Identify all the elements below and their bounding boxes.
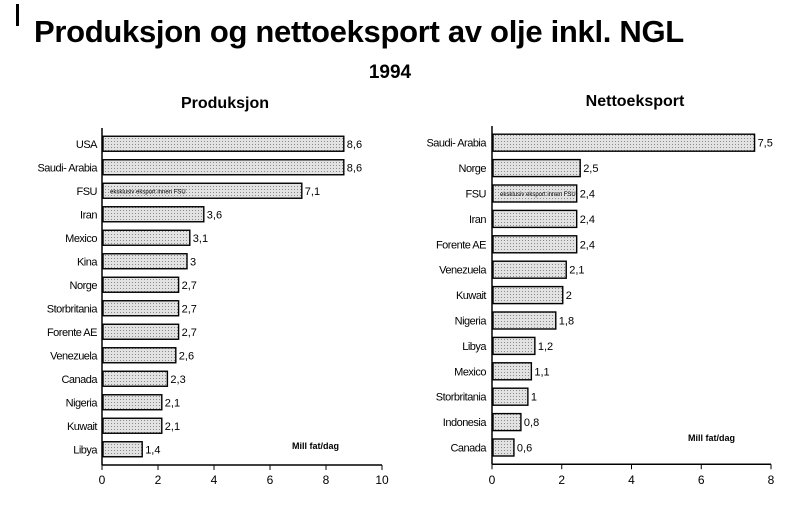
net-export-value-label: 2,4 [579,188,595,201]
net-export-inbar-note: eksklusiv eksport innen FSU [500,192,576,198]
net-export-bar [493,388,528,405]
net-export-category-label: Libya [462,340,486,353]
net-export-category-label: Forente AE [435,239,486,252]
production-value-label: 7,1 [304,185,321,198]
production-bar [103,277,179,292]
production-category-label: FSU [76,185,97,198]
production-category-label: Saudi- Arabia [37,162,97,175]
net-export-bar [493,363,531,380]
production-value-label: 2,7 [181,303,197,316]
net-export-value-label: 0,6 [516,442,533,455]
production-bar [103,136,344,151]
production-value-label: 2,7 [181,326,197,339]
production-x-tick-label: 6 [266,473,274,487]
production-x-tick-label: 10 [375,473,389,487]
production-bar [103,207,204,222]
production-x-tick-label: 2 [154,473,162,487]
production-value-label: 1,4 [145,444,161,457]
production-value-label: 2,7 [181,279,197,292]
production-x-tick-label: 8 [322,473,330,487]
production-unit-label: Mill fat/dag [292,441,339,451]
net-export-value-label: 2,5 [583,163,599,176]
production-bar [103,254,187,269]
production-category-label: Forente AE [46,326,97,339]
net-export-category-label: Indonesia [442,417,486,430]
net-export-x-tick-label: 6 [697,473,705,487]
production-bar [103,442,142,457]
net-export-value-label: 2,1 [569,264,585,277]
net-export-category-label: Storbritania [435,391,486,404]
production-value-label: 3,6 [206,209,223,222]
net-export-value-label: 7,5 [757,137,773,150]
production-category-label: Libya [73,444,97,457]
net-export-bar [493,210,577,227]
net-export-category-label: Canada [450,442,486,455]
production-bar [103,348,176,363]
production-value-label: 3 [190,256,197,269]
net-export-category-label: Kuwait [455,290,486,303]
production-category-label: Iran [80,209,97,222]
net-export-bar [493,160,580,177]
net-export-unit-label: Mill fat/dag [688,433,735,443]
production-value-label: 2,1 [164,397,181,410]
production-value-label: 2,6 [178,350,195,363]
production-bar [103,371,167,386]
net-export-category-label: Venezuela [439,264,486,277]
net-export-category-label: Saudi- Arabia [426,137,486,150]
net-export-value-label: 2,4 [579,213,595,226]
net-export-value-label: 1,2 [537,340,554,353]
panel-title-net-export: Nettoeksport [585,93,685,110]
net-export-bar [493,439,514,456]
net-export-x-tick-label: 0 [488,473,496,487]
chart-subtitle: 1994 [368,62,412,83]
net-export-category-label: Nigeria [454,315,486,328]
net-export-value-label: 2,4 [579,239,595,252]
production-value-label: 8,6 [346,138,363,151]
production-value-label: 3,1 [192,232,209,245]
net-export-bar [493,337,535,354]
panel-title-production: Produksjon [180,95,269,112]
production-x-tick-label: 0 [98,473,106,487]
net-export-bar [493,312,556,329]
production-category-label: Storbritania [46,303,97,316]
net-export-value-label: 1,8 [558,315,575,328]
production-category-label: Kina [76,256,97,269]
net-export-value-label: 1 [530,391,537,404]
chart-title: Produksjon og nettoeksport av olje inkl. NGL [34,14,684,49]
net-export-value-label: 1,1 [534,366,550,379]
production-category-label: Venezuela [50,350,97,363]
net-export-value-label: 2 [565,290,572,303]
production-bar [103,301,179,316]
production-category-label: Mexico [65,232,97,245]
production-value-label: 2,3 [170,373,186,386]
net-export-bar [493,134,755,151]
production-bar [103,324,179,339]
net-export-bar [493,236,577,253]
production-bar [103,395,162,410]
net-export-category-label: Iran [469,213,486,226]
net-export-value-label: 0,8 [523,417,540,430]
net-export-x-tick-label: 2 [558,473,566,487]
net-export-category-label: Norge [458,163,486,176]
production-inbar-note: eksklusiv eksport innen FSU [110,189,186,196]
net-export-x-tick-label: 4 [628,473,635,487]
production-x-tick-label: 4 [210,473,218,487]
production-category-label: Kuwait [66,420,97,433]
net-export-category-label: FSU [465,188,486,201]
net-export-category-label: Mexico [454,366,486,379]
production-category-label: Canada [61,373,97,386]
production-bar [103,230,190,245]
production-value-label: 8,6 [346,162,363,175]
production-value-label: 2,1 [164,420,181,433]
net-export-x-tick-label: 8 [767,473,775,487]
production-bar [103,160,344,175]
production-category-label: Norge [69,279,97,292]
net-export-bar [493,261,566,278]
production-category-label: USA [75,138,97,151]
net-export-bar [493,414,521,431]
production-bar [103,418,162,433]
production-category-label: Nigeria [65,397,97,410]
net-export-bar [493,287,563,304]
